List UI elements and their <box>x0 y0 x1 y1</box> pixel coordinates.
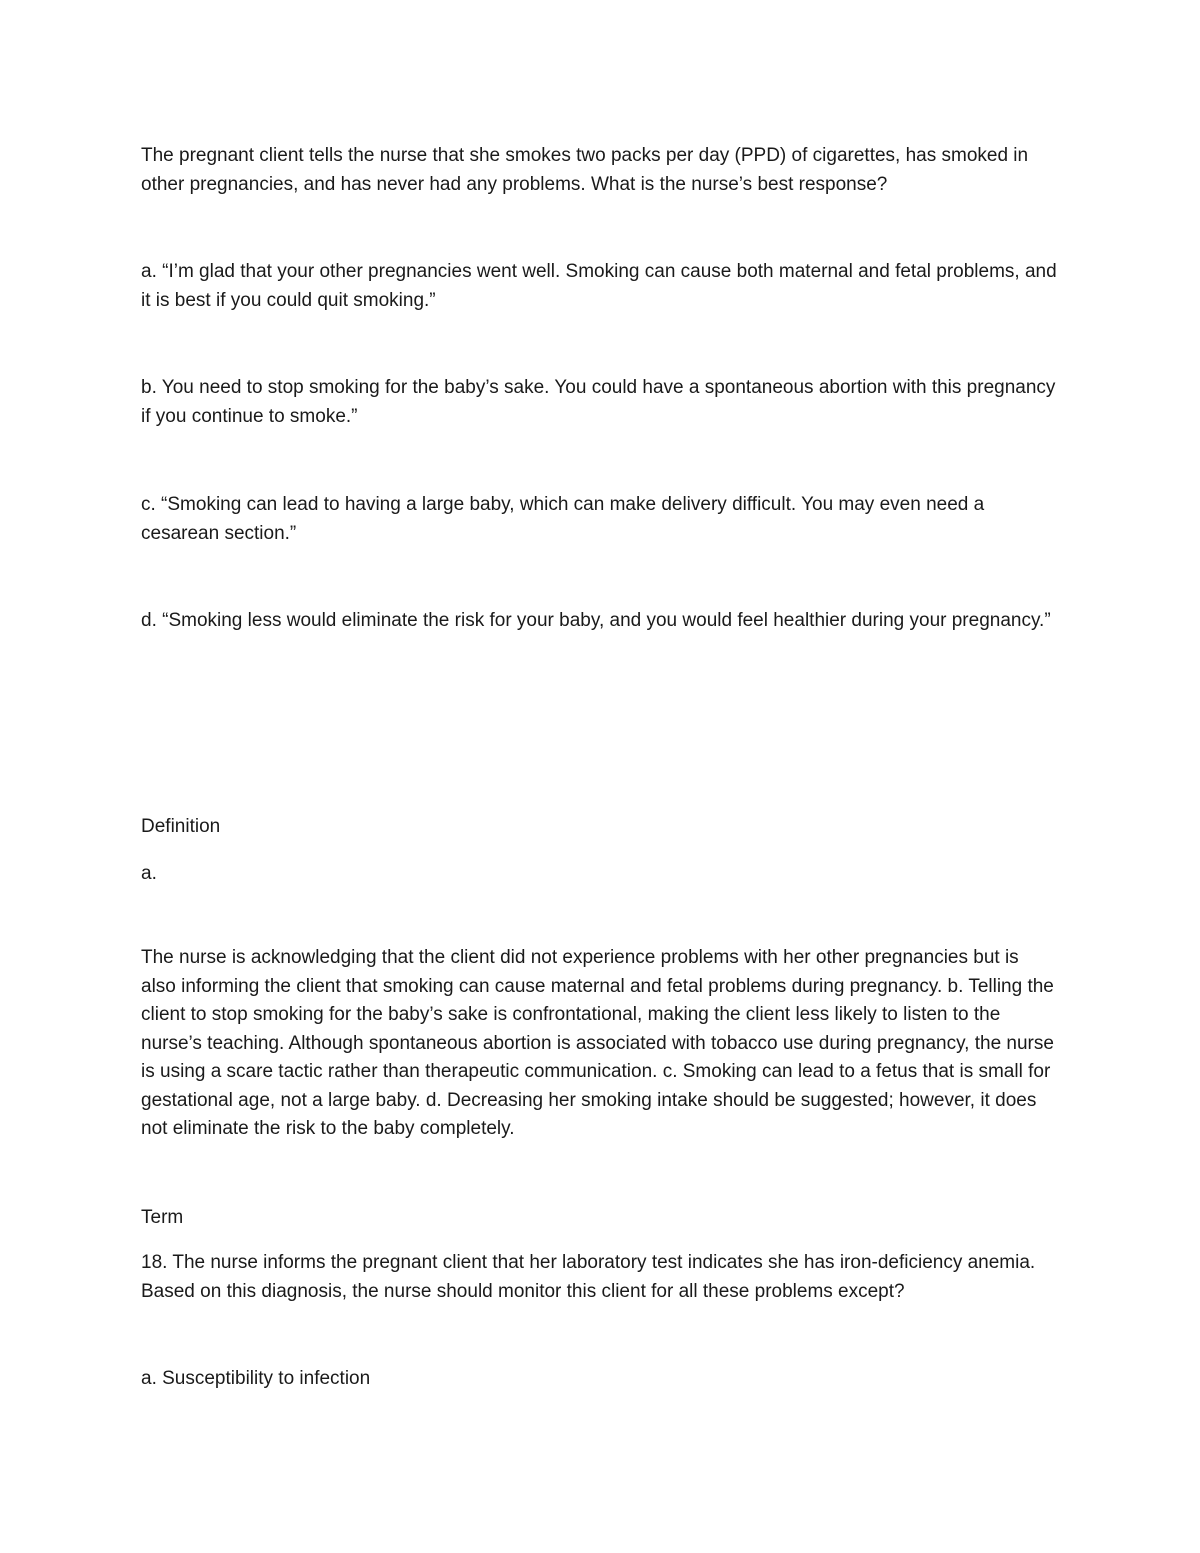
question-stem: The pregnant client tells the nurse that she smokes two packs per day (PPD) of cigarettes, has smoked in other pregnancies, and has never had any problems. What is the nurse’s best response? <box>141 145 1029 195</box>
question-18-stem: 18. The nurse informs the pregnant client that her laboratory test indicates she has iron-deficiency anemia. Based on this diagnosis, the nurse should monitor this client for all these problems except? <box>141 1252 1036 1302</box>
answer-option-c: c. “Smoking can lead to having a large baby, which can make delivery difficult. You may even need a cesarean section.” <box>141 494 985 544</box>
definition-answer-letter: a. <box>141 863 157 884</box>
term-heading: Term <box>141 1207 184 1228</box>
answer-option-a: a. “I’m glad that your other pregnancies went well. Smoking can cause both maternal and fetal problems, and it is best if you could quit smoking.” <box>141 261 1057 311</box>
answer-option-b: b. You need to stop smoking for the baby’s sake. You could have a spontaneous abortion with this pregnancy if you continue to smoke.” <box>141 377 1056 427</box>
answer-option-d: d. “Smoking less would eliminate the risk for your baby, and you would feel healthier during your pregnancy.” <box>141 610 1051 631</box>
definition-heading: Definition <box>141 816 221 837</box>
definition-rationale: The nurse is acknowledging that the client did not experience problems with her other pregnancies but is also informing the client that smoking can cause maternal and fetal problems during pregnancy. b. Telling the client to stop smoking for the baby’s sake is confrontational, making the client less likely to listen to the nurse’s teaching. Although spontaneous abortion is associated with tobacco use during pregnancy, the nurse is using a scare tactic rather than therapeutic communication. c. Smoking can lead to a fetus that is small for gestational age, not a large baby. d. Decreasing her smoking intake should be suggested; however, it does not eliminate the risk to the baby completely. <box>141 947 1054 1139</box>
question-18-option-a: a. Susceptibility to infection <box>141 1368 371 1389</box>
